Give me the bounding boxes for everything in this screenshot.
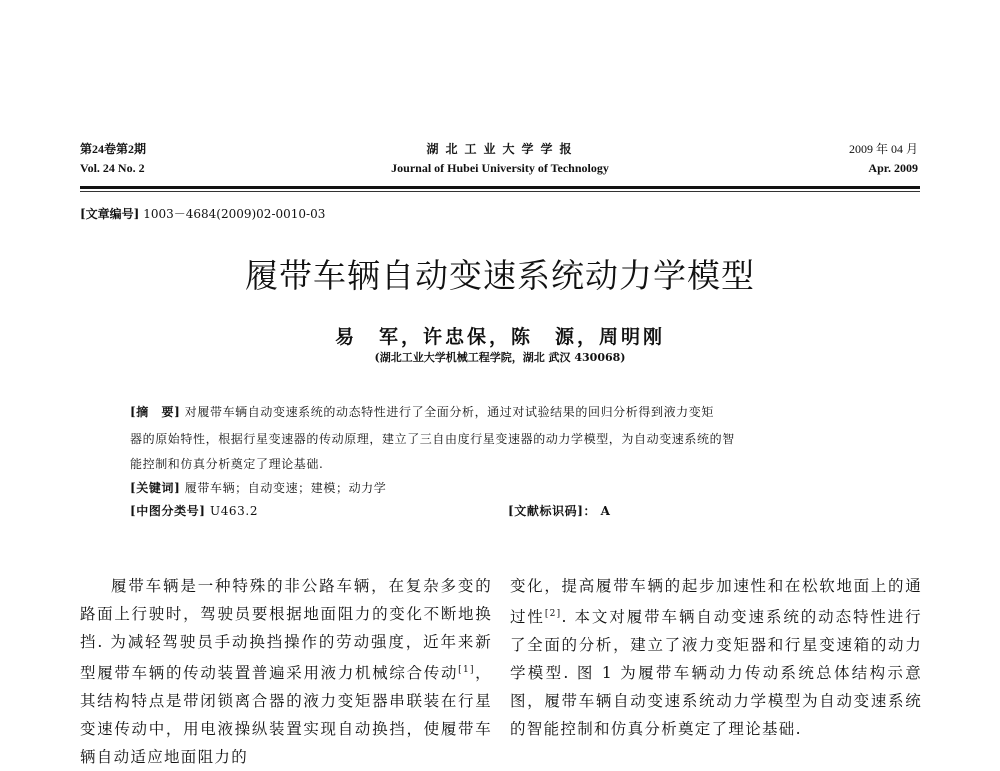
keywords <box>130 479 386 496</box>
article-number-value: 1003－4684(2009)02-0010-03 <box>143 207 326 221</box>
keywords-label: [关键词] <box>130 481 181 495</box>
classification <box>130 502 258 519</box>
citation[interactable]: [2] <box>544 609 562 619</box>
authors: 易 军，许忠保，陈 源，周明刚 <box>334 326 665 348</box>
body-column-right <box>510 572 922 743</box>
abstract-label: [摘 要] <box>130 405 181 419</box>
journal-name-cn: 湖 北 工 业 大 学 学 报 <box>426 142 574 156</box>
body-paragraph <box>510 572 922 743</box>
article-number-label: [文章编号] <box>80 207 140 221</box>
issue-en: Vol. 24 No. 2 <box>80 161 145 175</box>
date-cn: 2009 年 04 月 <box>848 142 918 156</box>
journal-name-en: Journal of Hubei University of Technology <box>391 161 609 175</box>
date-en: Apr. 2009 <box>868 161 918 175</box>
paper-title: 履带车辆自动变速系统动力学模型 <box>245 256 755 295</box>
abstract-text: 对履带车辆自动变速系统的动态特性进行了全面分析，通过对试验结果的回归分析得到液力变矩 <box>184 405 714 419</box>
body-text: . 本文对履带车辆自动变速系统的动态特性进行了全面的分析，建立了液力变矩器和行星变速箱的动力学模型. 图 1 为履带车辆动力传动系统总体结构示意图，履带车辆自动变速系统动力学模型为自动变速系统的智能控制和仿真分析奠定了理论基础. <box>510 608 922 739</box>
document-code-label: [文献标识码]： <box>508 504 597 518</box>
body-text: ，其结构特点是带闭锁离合器的液力变矩器串联装在行星变速传动中，用电液操纵装置实现自动换挡，使履带车辆自动适应地面阻力的 <box>80 664 492 767</box>
classification-value: U463.2 <box>209 504 259 518</box>
body-paragraph <box>80 572 492 771</box>
document-code-value: A <box>600 504 611 518</box>
affiliation: (湖北工业大学机械工程学院，湖北 武汉 430068) <box>374 351 626 364</box>
header-rule-thin <box>80 191 920 192</box>
body-column-left <box>80 572 492 771</box>
abstract-line <box>130 403 714 420</box>
citation[interactable]: [1] <box>458 665 475 675</box>
abstract-line: 能控制和仿真分析奠定了理论基础. <box>130 457 324 471</box>
issue-cn: 第24卷第2期 <box>80 142 147 156</box>
body-text: 变化，提高履带车辆的起步加速性和在松软地面上的通过性 <box>510 577 922 627</box>
document-code <box>508 502 611 519</box>
keywords-value: 履带车辆；自动变速；建模；动力学 <box>184 481 387 495</box>
body-text: 履带车辆是一种特殊的非公路车辆，在复杂多变的路面上行驶时，驾驶员要根据地面阻力的变化不断地换挡. 为减轻驾驶员手动换挡操作的劳动强度，近年来新型履带车辆的传动装置普遍采用液力机械综合传动 <box>80 577 492 683</box>
article-number <box>80 205 325 222</box>
classification-label: [中图分类号] <box>130 504 206 518</box>
abstract-line: 器的原始特性，根据行星变速器的传动原理，建立了三自由度行星变速器的动力学模型，为自动变速系统的智 <box>130 432 735 446</box>
header-rule-thick <box>80 186 920 189</box>
